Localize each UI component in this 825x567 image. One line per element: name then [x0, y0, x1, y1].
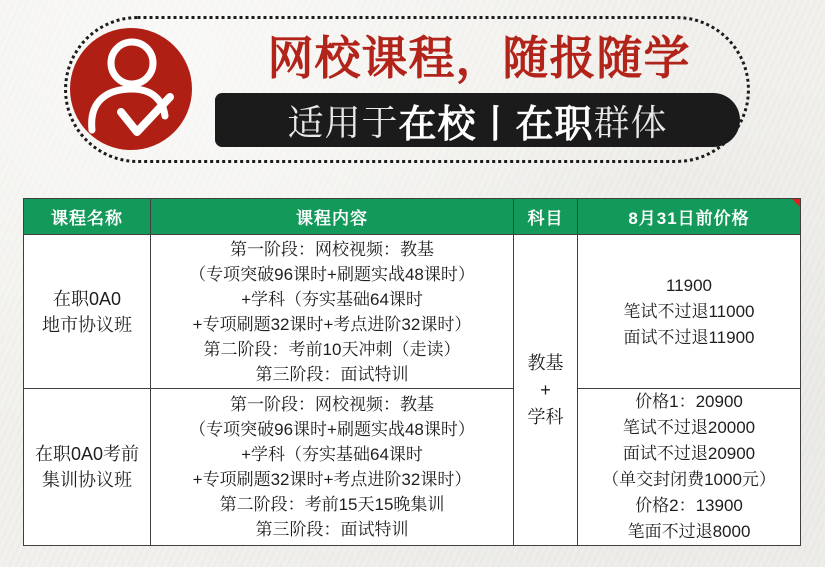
course-name-cell: 在职0A0 地市协议班 — [24, 235, 151, 389]
header-cell-price — [578, 199, 801, 235]
price-cell: 11900 笔试不过退11000 面试不过退11900 — [578, 235, 801, 389]
table-row — [24, 389, 801, 546]
header-cell-course-name: 课程名称 — [24, 199, 151, 235]
table-row — [24, 235, 801, 389]
header-price-label: 8月31日前价格 — [628, 209, 750, 228]
audience-banner — [215, 93, 740, 147]
table-header-row — [24, 199, 801, 235]
audience-highlight: 在校丨在职 — [398, 103, 594, 146]
subject-cell: 教基 + 学科 — [514, 235, 578, 546]
course-name-cell: 在职0A0考前 集训协议班 — [24, 389, 151, 546]
audience-prefix: 适用于 — [287, 101, 399, 143]
header-cell-subject: 科目 — [514, 199, 578, 235]
person-check-icon — [68, 26, 194, 152]
header-cell-course-content: 课程内容 — [151, 199, 514, 235]
corner-flag-icon — [792, 199, 800, 207]
audience-suffix: 群体 — [593, 101, 668, 143]
course-content-cell: 第一阶段：网校视频：教基 （专项突破96课时+刷题实战48课时） +学科（夯实基础64课时 +专项刷题32课时+考点进阶32课时） 第二阶段：考前10天冲刺（走读） 第三阶段：面试特训 — [151, 235, 514, 389]
course-table — [23, 198, 801, 546]
price-cell: 价格1：20900 笔试不过退20000 面试不过退20900 （单交封闭费1000元） 价格2：13900 笔面不过退8000 — [578, 389, 801, 546]
page-title: 网校课程，随报随学 — [267, 32, 691, 84]
course-content-cell: 第一阶段：网校视频：教基 （专项突破96课时+刷题实战48课时） +学科（夯实基础64课时 +专项刷题32课时+考点进阶32课时） 第二阶段：考前15天15晚集训 第三阶段：面试特训 — [151, 389, 514, 546]
